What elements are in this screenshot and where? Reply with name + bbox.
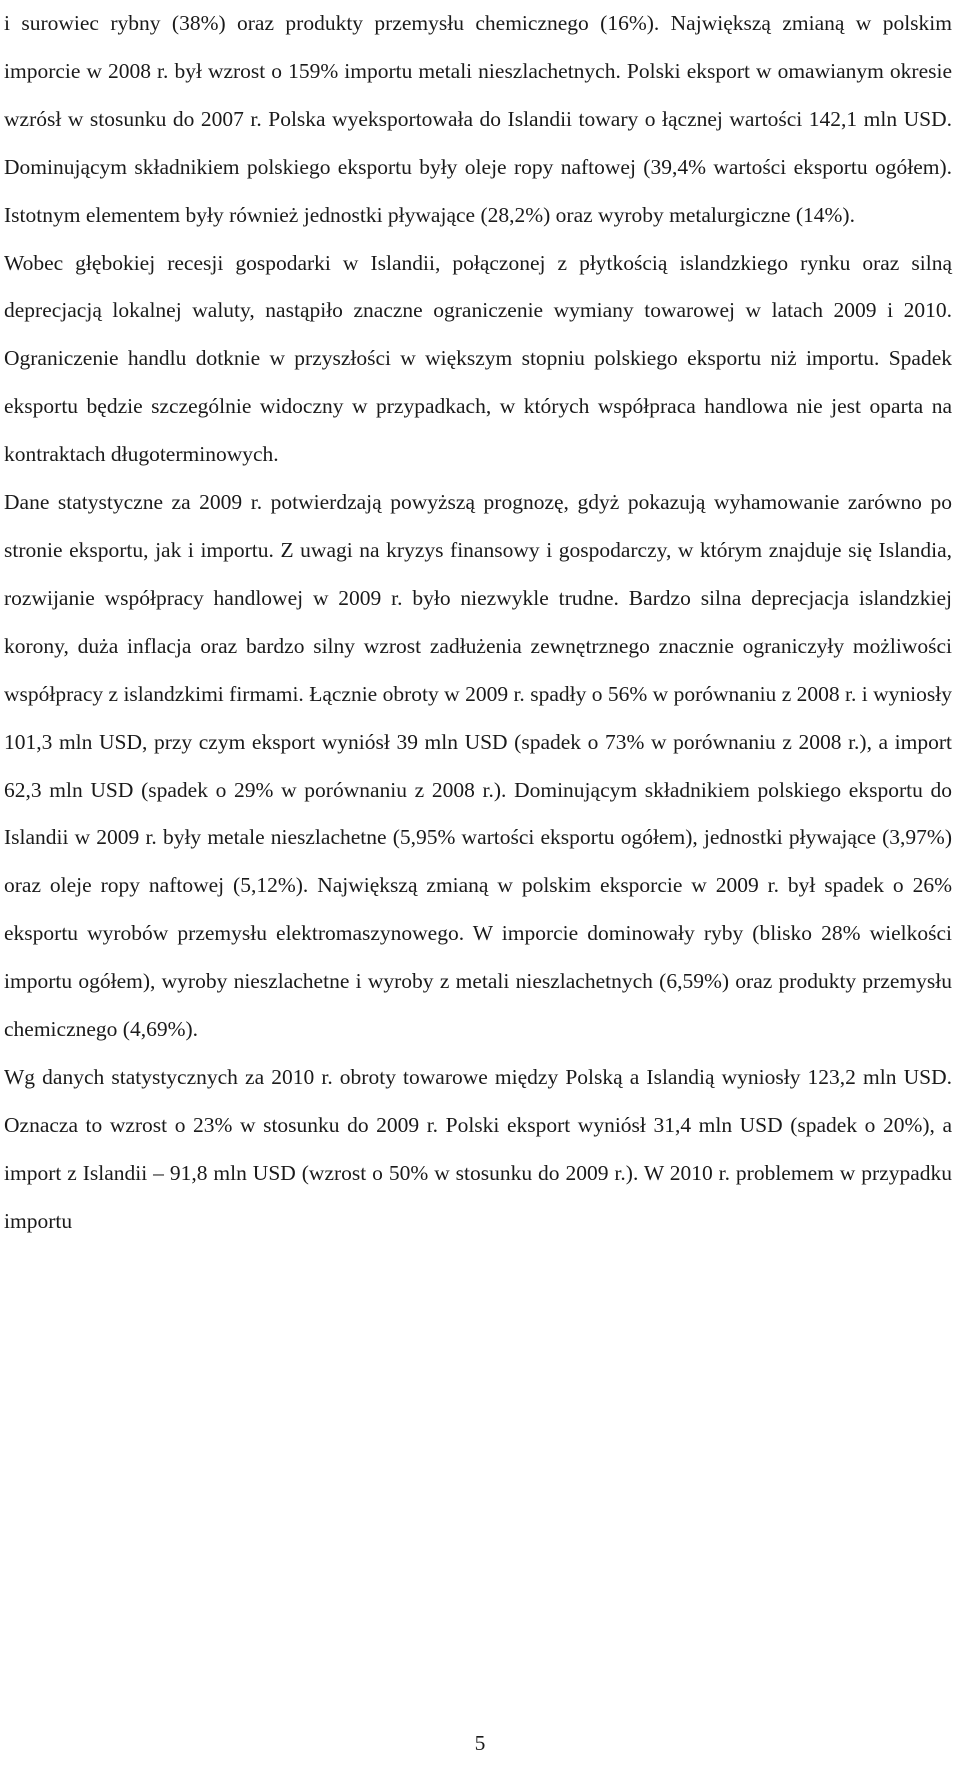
paragraph-statistics-2009: Dane statystyczne za 2009 r. potwierdzają powyższą prognozę, gdyż pokazują wyhamowanie zarówno po stronie eksportu, jak i importu. Z uwagi na kryzys finansowy i gospodarczy, w którym znajduje się Islandia, rozwijanie współpracy handlowej w 2009 r. było niezwykle trudne. Bardzo silna deprecjacja islandzkiej korony, duża inflacja oraz bardzo silny wzrost zadłużenia zewnętrznego znacznie ograniczyły możliwości współpracy z islandzkimi firmami. Łącznie obroty w 2009 r. spadły o 56% w porównaniu z 2008 r. i wyniosły 101,3 mln USD, przy czym eksport wyniósł 39 mln USD (spadek o 73% w porównaniu z 2008 r.), a import 62,3 mln USD (spadek o 29% w porównaniu z 2008 r.). Dominującym składnikiem polskiego eksportu do Islandii w 2009 r. były metale nieszlachetne (5,95% wartości eksportu ogółem), jednostki pływające (3,97%) oraz oleje ropy naftowej (5,12%). Największą zmianą w polskim eksporcie w 2009 r. był spadek o 26% eksportu wyrobów przemysłu elektromaszynowego. W imporcie dominowały ryby (blisko 28% wielkości importu ogółem), wyroby nieszlachetne i wyroby z metali nieszlachetnych (6,59%) oraz produkty przemysłu chemicznego (4,69%). (4, 490, 952, 1042)
paragraph-recession: Wobec głębokiej recesji gospodarki w Islandii, połączonej z płytkością islandzkiego rynku oraz silną deprecjacją lokalnej waluty, nastąpiło znaczne ograniczenie wymiany towarowej w latach 2009 i 2010. Ograniczenie handlu dotknie w przyszłości w większym stopniu polskiego eksportu niż importu. Spadek eksportu będzie szczególnie widoczny w przypadkach, w których współpraca handlowa nie jest oparta na kontraktach długoterminowych. (4, 250, 952, 467)
page-number: 5 (474, 1731, 486, 1755)
paragraph-statistics-2010: Wg danych statystycznych za 2010 r. obroty towarowe między Polską a Islandią wyniosły 123,2 mln USD. Oznacza to wzrost o 23% w stosunku do 2009 r. Polski eksport wyniósł 31,4 mln USD (spadek o 20%), a import z Islandii – 91,8 mln USD (wzrost o 50% w stosunku do 2009 r.). W 2010 r. problemem w przypadku importu (4, 1064, 952, 1233)
body-text (4, 0, 952, 1246)
paragraph-trade-2008: i surowiec rybny (38%) oraz produkty przemysłu chemicznego (16%). Największą zmianą w polskim imporcie w 2008 r. był wzrost o 159% importu metali nieszlachetnych. Polski eksport w omawianym okresie wzrósł w stosunku do 2007 r. Polska wyeksportowała do Islandii towary o łącznej wartości 142,1 mln USD. Dominującym składnikiem polskiego eksportu były oleje ropy naftowej (39,4% wartości eksportu ogółem). Istotnym elementem były również jednostki pływające (28,2%) oraz wyroby metalurgiczne (14%). (4, 11, 952, 227)
